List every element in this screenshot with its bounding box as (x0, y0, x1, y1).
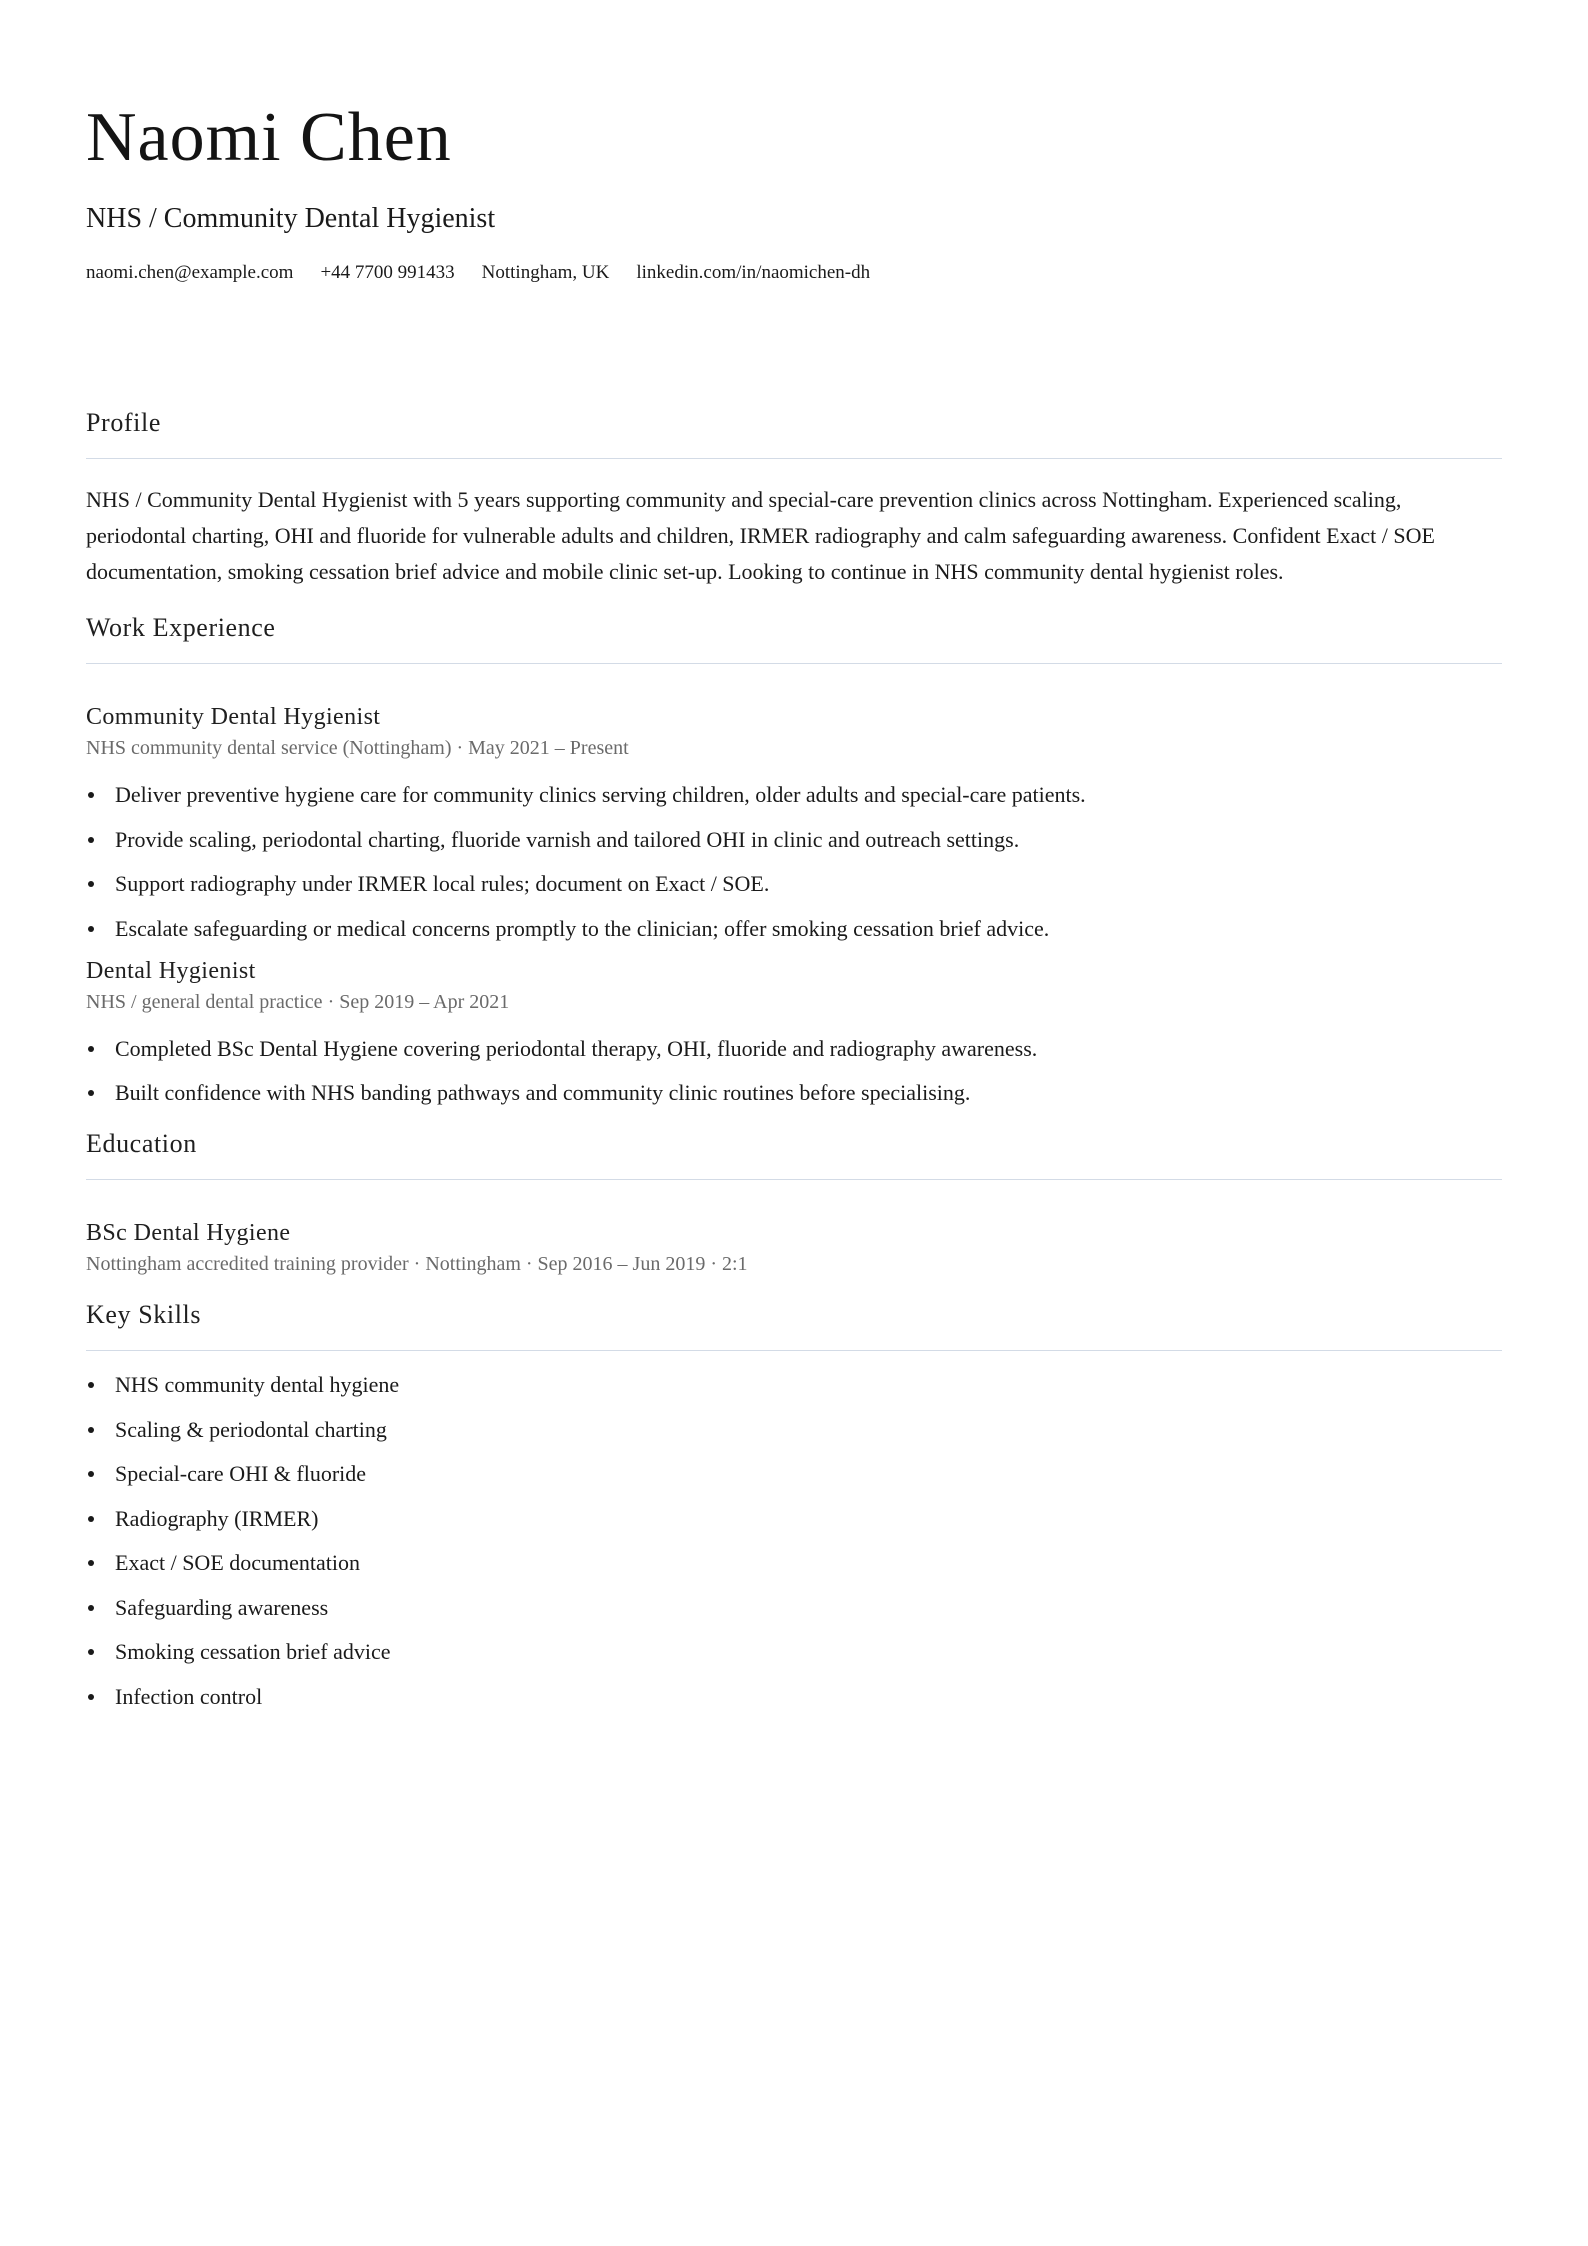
education-entry (86, 1218, 1502, 1277)
skill-item (86, 1460, 1502, 1487)
job-bullet-text: Completed BSc Dental Hygiene covering periodontal therapy, OHI, fluoride and radiography awareness. (115, 1035, 1038, 1061)
skill-item (86, 1638, 1502, 1665)
contact-linkedin[interactable]: linkedin.com/in/naomichen-dh (636, 262, 871, 283)
bullet-dot-icon (88, 837, 94, 843)
job-title: Community Dental Hygienist (86, 704, 381, 730)
section-title-education: Education (86, 1128, 1502, 1180)
job-bullet-text: Provide scaling, periodontal charting, fluoride varnish and tailored OHI in clinic and outreach settings. (115, 826, 1020, 852)
contact-email[interactable]: naomi.chen@example.com (86, 262, 294, 283)
education-meta: Nottingham accredited training provider · Nottingham · Sep 2016 – Jun 2019 · 2:1 (86, 1253, 748, 1275)
job-bullet (86, 915, 1502, 942)
education-section (86, 1128, 1502, 1277)
skill-item (86, 1505, 1502, 1532)
job-bullet (86, 781, 1502, 808)
bullet-dot-icon (88, 1382, 94, 1388)
skill-item (86, 1371, 1502, 1398)
skill-text: Radiography (IRMER) (115, 1505, 319, 1531)
skill-text: Scaling & periodontal charting (115, 1416, 387, 1442)
job-bullet (86, 826, 1502, 853)
skill-text: Exact / SOE documentation (115, 1550, 360, 1575)
candidate-headline: NHS / Community Dental Hygienist (86, 203, 496, 234)
job-meta: NHS / general dental practice · Sep 2019 – Apr 2021 (86, 990, 510, 1013)
experience-section (86, 612, 1502, 1106)
job-entry (86, 702, 1502, 942)
section-title-experience: Work Experience (86, 612, 1502, 664)
job-bullet-text: Deliver preventive hygiene care for community clinics serving children, older adults and special-care patients. (115, 782, 1086, 807)
skill-item (86, 1549, 1502, 1576)
skill-item (86, 1594, 1502, 1621)
job-bullets (86, 1035, 1502, 1107)
bullet-dot-icon (88, 1649, 94, 1655)
skill-text: Smoking cessation brief advice (115, 1639, 391, 1664)
job-bullet (86, 1035, 1502, 1062)
skill-text: Safeguarding awareness (115, 1594, 329, 1620)
job-title: Dental Hygienist (86, 957, 256, 984)
skills-list (86, 1371, 1502, 1710)
bullet-dot-icon (88, 1090, 94, 1096)
job-bullet (86, 1079, 1502, 1106)
bullet-dot-icon (88, 792, 94, 798)
skill-text: Special-care OHI & fluoride (115, 1461, 367, 1486)
skill-text: Infection control (115, 1683, 263, 1709)
bullet-dot-icon (88, 1046, 94, 1052)
job-bullets (86, 781, 1502, 942)
bullet-dot-icon (88, 1427, 94, 1433)
candidate-name: Naomi Chen (86, 99, 452, 176)
bullet-dot-icon (88, 1694, 94, 1700)
skill-item (86, 1416, 1502, 1443)
bullet-dot-icon (88, 1471, 94, 1477)
degree-title: BSc Dental Hygiene (86, 1220, 291, 1246)
section-title-profile: Profile (86, 407, 1502, 459)
contact-line (86, 261, 1502, 285)
skills-section (86, 1299, 1502, 1710)
contact-phone[interactable]: +44 7700 991433 (320, 262, 455, 283)
section-title-skills: Key Skills (86, 1299, 1502, 1351)
contact-location: Nottingham, UK (481, 262, 610, 283)
bullet-dot-icon (88, 881, 94, 887)
skill-item (86, 1683, 1502, 1710)
bullet-dot-icon (88, 926, 94, 932)
job-bullet-text: Support radiography under IRMER local rules; document on Exact / SOE. (115, 871, 770, 896)
bullet-dot-icon (88, 1605, 94, 1611)
profile-summary: NHS / Community Dental Hygienist with 5 years supporting community and special-care prevention clinics across Nottingham. Experienced scaling, periodontal charting, OHI and fluoride for vulnerable adults and children, IRMER radiography and calm safeguarding awareness. Confident Exact / SOE documentation, smoking cessation brief advice and mobile clinic set-up. Looking to continue in NHS community dental hygienist roles. (86, 487, 1435, 584)
resume-header (86, 0, 1502, 285)
profile-section (86, 407, 1502, 590)
job-meta: NHS community dental service (Nottingham) · May 2021 – Present (86, 737, 629, 759)
job-entry (86, 956, 1502, 1107)
bullet-dot-icon (88, 1560, 94, 1566)
bullet-dot-icon (88, 1516, 94, 1522)
job-bullet (86, 870, 1502, 897)
job-bullet-text: Built confidence with NHS banding pathways and community clinic routines before specialising. (115, 1080, 971, 1105)
skill-text: NHS community dental hygiene (115, 1372, 400, 1397)
job-bullet-text: Escalate safeguarding or medical concerns promptly to the clinician; offer smoking cessation brief advice. (115, 915, 1050, 941)
